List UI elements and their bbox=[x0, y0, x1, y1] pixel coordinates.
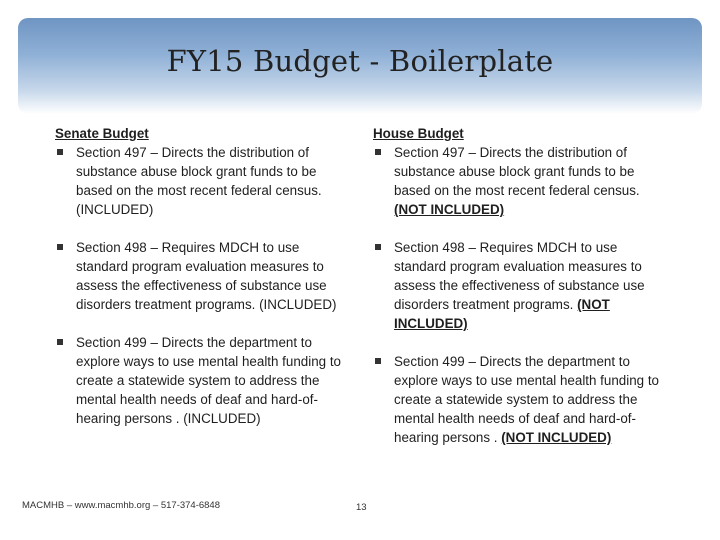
senate-item-status: (INCLUDED) bbox=[76, 202, 154, 217]
house-item-text: Section 497 – Directs the distribution of substance abuse block grant funds to be based on the most recent federal census. bbox=[394, 145, 640, 198]
footer-contact: MACMHB – www.macmhb.org – 517-374-6848 bbox=[22, 500, 221, 511]
house-item-status: (NOT INCLUDED) bbox=[394, 202, 505, 217]
senate-item-text: Section 499 – Directs the department to explore ways to use mental health funding to create a statewide system to address the mental health needs of deaf and hard-of-hearing persons . bbox=[76, 335, 342, 426]
house-item-498 bbox=[373, 238, 673, 333]
square-bullet-icon bbox=[375, 244, 381, 250]
senate-item-status: (INCLUDED) bbox=[259, 297, 337, 312]
square-bullet-icon bbox=[375, 149, 381, 155]
house-item-status: (NOT INCLUDED) bbox=[394, 297, 610, 331]
square-bullet-icon bbox=[57, 149, 63, 155]
house-budget-heading: House Budget bbox=[373, 126, 464, 141]
senate-item-text: Section 497 – Directs the distribution of substance abuse block grant funds to be based on the most recent federal census. bbox=[76, 145, 322, 198]
house-item-text: Section 498 – Requires MDCH to use standard program evaluation measures to assess the effectiveness of substance use disorders treatment programs. bbox=[394, 240, 645, 312]
house-item-status: (NOT INCLUDED) bbox=[501, 430, 612, 445]
house-item-497 bbox=[373, 143, 673, 219]
square-bullet-icon bbox=[57, 339, 63, 345]
senate-budget-column bbox=[55, 124, 355, 447]
senate-item-498 bbox=[55, 238, 355, 314]
page-number: 13 bbox=[356, 502, 367, 513]
slide-title: FY15 Budget - Boilerplate bbox=[166, 44, 554, 78]
senate-item-status: (INCLUDED) bbox=[183, 411, 261, 426]
house-item-text: Section 499 – Directs the department to explore ways to use mental health funding to create a statewide system to address the mental health needs of deaf and hard-of-hearing persons . bbox=[394, 354, 660, 445]
square-bullet-icon bbox=[57, 244, 63, 250]
house-budget-column bbox=[373, 124, 673, 466]
senate-item-497 bbox=[55, 143, 355, 219]
house-item-499 bbox=[373, 352, 673, 447]
senate-budget-heading: Senate Budget bbox=[55, 126, 149, 141]
senate-item-text: Section 498 – Requires MDCH to use standard program evaluation measures to assess the effectiveness of substance use disorders treatment programs. bbox=[76, 240, 327, 312]
square-bullet-icon bbox=[375, 358, 381, 364]
senate-item-499 bbox=[55, 333, 355, 428]
